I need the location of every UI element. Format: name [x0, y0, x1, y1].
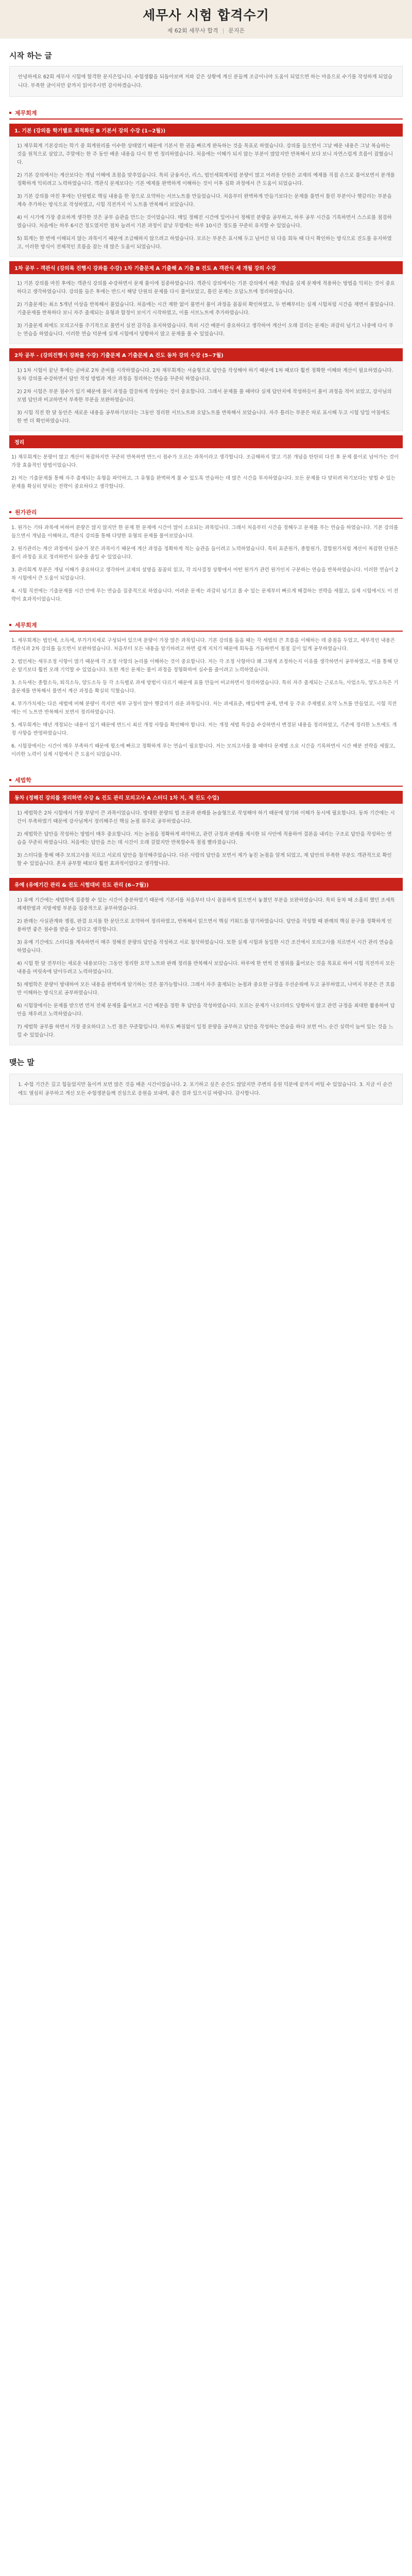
section-header	[9, 619, 403, 632]
subsection-body	[9, 804, 403, 874]
section-marker-icon	[9, 779, 11, 781]
paragraph: 2) 기출문제는 최소 5개년 이상을 반복해서 풀었습니다. 처음에는 시간 제한 없이 풀면서 풀이 과정을 꼼꼼히 확인하였고, 두 번째부터는 실제 시험처럼 시간을 재면서 풀었습니다. 기출문제를 반복하다 보니 자주 출제되는 유형과 함정이 보이기 시작하였고, 이를 서브노트에 추가하였습니다.	[17, 302, 395, 316]
section	[9, 107, 403, 496]
exam-round: 제 62회 세무사 합격	[167, 27, 218, 34]
intro-text: 안녕하세요 62회 세무사 시험에 합격한 문지은입니다. 수험생활을 되돌아보며 저와 같은 상황에 계신 분들께 조금이나마 도움이 되었으면 하는 마음으로 수기를 작성하게 되었습니다. 부족한 글이지만 끝까지 읽어주시면 감사하겠습니다.	[18, 74, 393, 89]
paragraph: 1) 유예 기간에는 세법학에 집중할 수 있는 시간이 충분하였기 때문에 기본서를 처음부터 다시 꼼꼼하게 읽으면서 놓쳤던 부분을 보완하였습니다. 특히 동차 때 소홀히 했던 조세특례제한법과 지방세법 부분을 집중적으로 공부하였습니다.	[17, 897, 395, 911]
subsection-body	[9, 137, 403, 257]
paragraph: 5. 세무회계는 매년 개정되는 내용이 있기 때문에 반드시 최신 개정 사항을 확인해야 합니다. 저는 개정 세법 특강을 수강하면서 변경된 내용을 정리하였고, 기존에 정리한 노트에도 개정 사항을 반영하였습니다.	[11, 722, 397, 736]
paragraph: 3) 유예 기간에도 스터디를 계속하면서 매주 정해진 분량의 답안을 작성하고 서로 첨삭하였습니다. 또한 실제 시험과 동일한 시간 조건에서 모의고사를 치르면서 시간 관리 연습을 하였습니다.	[17, 940, 393, 954]
subsection-body	[9, 448, 403, 496]
paragraph: 1) 기본 강의를 마친 후에는 객관식 강의를 수강하면서 문제 풀이에 집중하였습니다. 객관식 강의에서는 기본 강의에서 배운 개념을 실제 문제에 적용하는 방법을 익히는 것이 중요하다고 생각하였습니다. 강의를 들은 후에는 반드시 해당 단원의 문제를 다시 풀어보았고, 틀린 문제는 오답노트에 정리하였습니다.	[17, 281, 395, 295]
paragraph: 7) 세법학 공부를 하면서 가장 중요하다고 느낀 점은 꾸준함입니다. 하루도 빠짐없이 일정 분량을 공부하고 답안을 작성하는 연습을 하다 보면 어느 순간 실력이 늘어 있는 것을 느낄 수 있었습니다.	[17, 1024, 393, 1038]
section-marker-icon	[9, 624, 11, 626]
paragraph: 2) 2차 시험은 부분 점수가 있기 때문에 풀이 과정을 깔끔하게 작성하는 것이 중요합니다. 그래서 문제를 풀 때마다 실제 답안지에 작성하듯이 풀이 과정을 적어 보았고, 강사님의 모범 답안과 비교하면서 부족한 부분을 보완하였습니다.	[17, 389, 392, 403]
subsection-bar: 1차 공부 - 객관식 (강의록 진행시 강좌를 수강) 1차 기출문제 A 기출해 A 기출 B 진도 A 객관식 세 개월 강의 수강	[9, 261, 403, 274]
paragraph: 2) 세법학은 답안을 작성하는 방법이 매우 중요합니다. 저는 논점을 정확하게 파악하고, 관련 규정과 판례를 제시한 뒤 사안에 적용하여 결론을 내리는 구조로 답안을 작성하는 연습을 꾸준히 하였습니다. 처음에는 답안을 쓰는 데 시간이 오래 걸렸지만 반복할수록 점점 빨라졌습니다.	[17, 832, 392, 845]
section-title: 원가관리	[15, 509, 37, 516]
paragraph: 5) 세법학은 분량이 방대하여 모든 내용을 완벽하게 암기하는 것은 불가능합니다. 그래서 자주 출제되는 논점과 중요한 규정을 우선순위에 두고 공부하였고, 나머지 부분은 큰 흐름만 이해하는 방식으로 공부하였습니다.	[17, 982, 395, 996]
section-title: 세무회계	[15, 622, 37, 629]
paragraph: 4. 시험 직전에는 기출문제를 시간 안에 푸는 연습을 집중적으로 하였습니다. 어려운 문제는 과감히 넘기고 풀 수 있는 문제부터 빠르게 해결하는 전략을 세웠고, 실제 시험에서도 이 전략이 효과적이었습니다.	[11, 588, 399, 602]
paragraph: 4) 시험 한 달 전부터는 새로운 내용보다는 그동안 정리한 요약 노트와 판례 정리를 반복해서 보았습니다. 하루에 한 번씩 전 범위를 훑어보는 것을 목표로 하여 시험 직전까지 모든 내용을 머릿속에 담아두려고 노력하였습니다.	[17, 961, 395, 975]
subtitle-separator: |	[222, 27, 225, 34]
subsection-body	[9, 274, 403, 344]
paragraph: 3) 기본 강의를 마친 후에는 단원별로 핵심 내용을 한 장으로 요약하는 서브노트를 만들었습니다. 처음부터 완벽하게 만들기보다는 문제를 풀면서 틀린 부분이나 헷갈리는 부분을 계속 추가하는 방식으로 작성하였고, 시험 직전까지 이 노트를 반복해서 보았습니다.	[17, 194, 392, 208]
intro-box	[9, 66, 403, 97]
closing-heading: 맺는 말	[9, 1058, 35, 1067]
paragraph: 3. 소득세는 종합소득, 퇴직소득, 양도소득 등 각 소득별로 과세 방법이 다르기 때문에 표를 만들어 비교하면서 정리하였습니다. 특히 자주 출제되는 근로소득, 사업소득, 양도소득은 기출문제를 반복해서 풀면서 계산 과정을 확실히 익혔습니다.	[11, 680, 399, 694]
sections-container	[0, 107, 412, 1045]
paragraph: 2. 법인세는 세무조정 사항이 많기 때문에 각 조정 사항의 논리를 이해하는 것이 중요합니다. 저는 각 조정 사항마다 왜 그렇게 조정하는지 이유를 생각하면서 공부하였고, 이를 통해 단순 암기보다 훨씬 오래 기억할 수 있었습니다. 또한 계산 문제는 풀이 과정을 정형화하여 실수를 줄이려고 노력하였습니다.	[11, 659, 399, 673]
subsection-bar: 2차 공부 - (강의진행시 강좌를 수강) 기출문제 A 기출문제 A 진도 동차 강의 수강 (5~7월)	[9, 348, 403, 361]
paragraph: 3) 시험 직전 한 달 동안은 새로운 내용을 공부하기보다는 그동안 정리한 서브노트와 오답노트를 반복해서 보았습니다. 자주 틀리는 부분은 따로 표시해 두고 시험 당일 아침에도 한 번 더 확인하였습니다.	[17, 410, 390, 424]
paragraph: 2) 저는 기출문제를 통해 자주 출제되는 유형을 파악하고, 그 유형을 완벽하게 풀 수 있도록 연습하는 데 많은 시간을 투자하였습니다. 모든 문제를 다 맞히려 하기보다는 맞힐 수 있는 문제를 확실히 맞히는 전략이 중요하다고 생각합니다.	[11, 476, 396, 489]
closing-box	[9, 1074, 403, 1105]
paragraph: 1) 재무회계 기본강의는 학기 중 회계원리를 이수한 상태였기 때문에 기본서 한 권을 빠르게 완독하는 것을 목표로 하였습니다. 강의를 들으면서 그날 배운 내용은 그날 복습하는 것을 원칙으로 삼았고, 주말에는 한 주 동안 배운 내용을 다시 한 번 정리하였습니다. 처음에는 이해가 되지 않는 부분이 많았지만 반복해서 보다 보니 자연스럽게 흐름이 잡혔습니다.	[17, 143, 393, 165]
paragraph: 1) 재무회계는 분량이 많고 계산이 복잡하지만 꾸준히 반복하면 반드시 점수가 오르는 과목이라고 생각합니다. 조급해하지 말고 기본 개념을 탄탄히 다진 후 문제 풀이로 넘어가는 것이 가장 효율적인 방법이었습니다.	[11, 454, 399, 468]
paragraph: 2) 기본 강의에서는 계산보다는 개념 이해에 초점을 맞추었습니다. 특히 금융자산, 리스, 법인세회계처럼 분량이 많고 어려운 단원은 교재의 예제를 직접 손으로 풀어보면서 분개를 정확하게 익히려고 노력하였습니다. 객관식 문제보다는 기본 예제를 완벽하게 이해하는 것이 이후 심화 과정에서 큰 도움이 되었습니다.	[17, 173, 395, 187]
subsection-bar: 1. 기본 (강의를 학기별로 최적화된 B 기본서 강의 수강 (1~2월))	[9, 124, 403, 137]
closing-text: 1. 수험 기간은 길고 힘들었지만 돌이켜 보면 많은 것을 배운 시간이었습니다. 2. 포기하고 싶은 순간도 많았지만 주변의 응원 덕분에 끝까지 버틸 수 있었습니다. 3. 지금 이 순간에도 열심히 공부하고 계신 모든 수험생분들께 진심으로 응원을 보내며, 좋은 결과 있으시길 바랍니다. 감사합니다.	[18, 1082, 392, 1096]
subsection-body	[9, 891, 403, 1045]
subsection-body	[9, 361, 403, 431]
section-header	[9, 107, 403, 120]
paragraph: 1) 세법학은 2차 시험에서 가장 부담이 큰 과목이었습니다. 방대한 분량의 법 조문과 판례를 논술형으로 작성해야 하기 때문에 암기와 이해가 동시에 필요합니다. 동차 기간에는 시간이 부족하였기 때문에 강사님께서 정리해주신 핵심 논점 위주로 공부하였습니다.	[17, 810, 395, 824]
subsection-bar: 동차 (정해진 강의를 정리하면 수강 & 진도 관리 모의고사 A 스터디 1차 지, 제 진도 수업)	[9, 791, 403, 804]
section	[9, 774, 403, 1045]
section-header	[9, 506, 403, 519]
paragraph: 3) 스터디를 통해 매주 모의고사를 치르고 서로의 답안을 첨삭해주었습니다. 다른 사람의 답안을 보면서 제가 놓친 논점을 알게 되었고, 제 답안의 부족한 부분도 객관적으로 확인할 수 있었습니다. 혼자 공부할 때보다 훨씬 효과적이었다고 생각합니다.	[17, 853, 392, 867]
paragraph: 3. 관리회계 부분은 개념 이해가 중요하다고 생각하여 교재의 설명을 꼼꼼히 읽고, 각 의사결정 상황에서 어떤 원가가 관련 원가인지 구분하는 연습을 반복하였습니다. 이러한 연습이 2차 시험에서 큰 도움이 되었습니다.	[11, 567, 399, 581]
section-marker-icon	[9, 112, 11, 114]
paragraph: 6. 시험장에서는 시간이 매우 부족하기 때문에 평소에 빠르고 정확하게 푸는 연습이 필요합니다. 저는 모의고사를 풀 때마다 문제별 소요 시간을 기록하면서 시간 배분 전략을 세웠고, 이러한 노력이 실제 시험에서 큰 도움이 되었습니다.	[11, 743, 396, 757]
page-header	[0, 0, 412, 39]
paragraph: 1. 세무회계는 법인세, 소득세, 부가가치세로 구성되어 있으며 분량이 가장 많은 과목입니다. 기본 강의를 들을 때는 각 세법의 큰 흐름을 이해하는 데 중점을 두었고, 세부적인 내용은 객관식과 2차 강의를 들으면서 보완하였습니다. 처음부터 모든 내용을 암기하려고 하면 쉽게 지치기 때문에 회독을 거듭하면서 점점 깊이 있게 공부하였습니다.	[11, 638, 396, 652]
section	[9, 619, 403, 764]
subsection-body	[9, 632, 403, 764]
section-title: 제무회계	[15, 110, 37, 116]
section-title: 세법학	[15, 777, 31, 784]
paragraph: 1. 원가는 기타 과목에 비하여 분량은 많지 않지만 한 문제 한 문제에 시간이 많이 소요되는 과목입니다. 그래서 처음부터 시간을 정해두고 문제를 푸는 연습을 하였습니다. 기본 강의를 들으면서 개념을 이해하고, 객관식 강의를 통해 다양한 유형의 문제를 풀어보았습니다.	[11, 525, 399, 539]
subsection-body	[9, 519, 403, 609]
paragraph: 1) 1차 시험이 끝난 후에는 곧바로 2차 준비를 시작하였습니다. 2차 재무회계는 서술형으로 답안을 작성해야 하기 때문에 1차 때보다 훨씬 정확한 이해와 계산이 필요하였습니다. 동차 강의를 수강하면서 답안 작성 방법과 계산 과정을 정리하는 연습을 꾸준히 하였습니다.	[17, 368, 393, 382]
paragraph: 2) 판례는 사실관계와 쟁점, 판결 요지를 한 문단으로 요약하여 정리하였고, 반복해서 읽으면서 핵심 키워드를 암기하였습니다. 답안을 작성할 때 판례의 핵심 문구를 정확하게 인용하면 좋은 점수를 받을 수 있다고 생각합니다.	[17, 919, 392, 933]
section	[9, 506, 403, 609]
subsection-bar: 정리	[9, 435, 403, 448]
paragraph: 2. 원가관리는 계산 과정에서 실수가 잦은 과목이기 때문에 계산 과정을 정확하게 적는 습관을 들이려고 노력하였습니다. 특히 표준원가, 종합원가, 결합원가처럼 계산이 복잡한 단원은 풀이 과정을 표로 정리하면서 실수를 줄일 수 있었습니다.	[11, 546, 399, 560]
paragraph: 6) 시험장에서는 문제를 받으면 먼저 전체 문제를 훑어보고 시간 배분을 정한 후 답안을 작성하였습니다. 모르는 문제가 나오더라도 당황하지 않고 관련 규정을 최대한 활용하여 답안을 채우려고 노력하였습니다.	[17, 1003, 395, 1017]
paragraph: 4. 부가가치세는 다른 세법에 비해 분량이 적지만 세부 규정이 많아 헷갈리기 쉬운 과목입니다. 저는 과세표준, 매입세액 공제, 면세 등 주요 주제별로 요약 노트를 만들었고, 시험 직전에는 이 노트만 반복해서 보면서 정리하였습니다.	[11, 701, 397, 715]
section-marker-icon	[9, 511, 11, 513]
page-title: 세무사 시험 합격수기	[143, 8, 269, 23]
page-subtitle	[0, 26, 412, 35]
paragraph: 5) 회계는 한 번에 이해되지 않는 과목이기 때문에 조급해하지 않으려고 하였습니다. 모르는 부분은 표시해 두고 넘어간 뒤 다음 회독 때 다시 확인하는 방식으로 진도를 유지하였고, 이러한 방식이 전체적인 흐름을 잡는 데 많은 도움이 되었습니다.	[17, 236, 392, 250]
section-header	[9, 774, 403, 787]
subsection-bar: 유예 (유예기간 관리 & 진도 시험대비 진도 관리 (6~7월))	[9, 878, 403, 891]
paragraph: 4) 이 시기에 가장 중요하게 생각한 것은 공부 습관을 만드는 것이었습니다. 매일 정해진 시간에 일어나서 정해진 분량을 공부하고, 하루 공부 시간을 기록하면서 스스로를 점검하였습니다. 처음에는 하루 6시간 정도였지만 점차 늘려서 기본 과정이 끝날 무렵에는 하루 10시간 정도를 꾸준히 유지할 수 있었습니다.	[17, 215, 392, 229]
paragraph: 3) 기출문제 외에도 모의고사를 주기적으로 풀면서 실전 감각을 유지하였습니다. 특히 시간 배분이 중요하다고 생각하여 계산이 오래 걸리는 문제는 과감히 넘기고 나중에 다시 푸는 연습을 하였습니다. 이러한 연습 덕분에 실제 시험에서 당황하지 않고 문제를 풀 수 있었습니다.	[17, 323, 393, 337]
author-name: 문지은	[228, 27, 245, 34]
intro-heading: 시작 하는 글	[9, 51, 52, 60]
